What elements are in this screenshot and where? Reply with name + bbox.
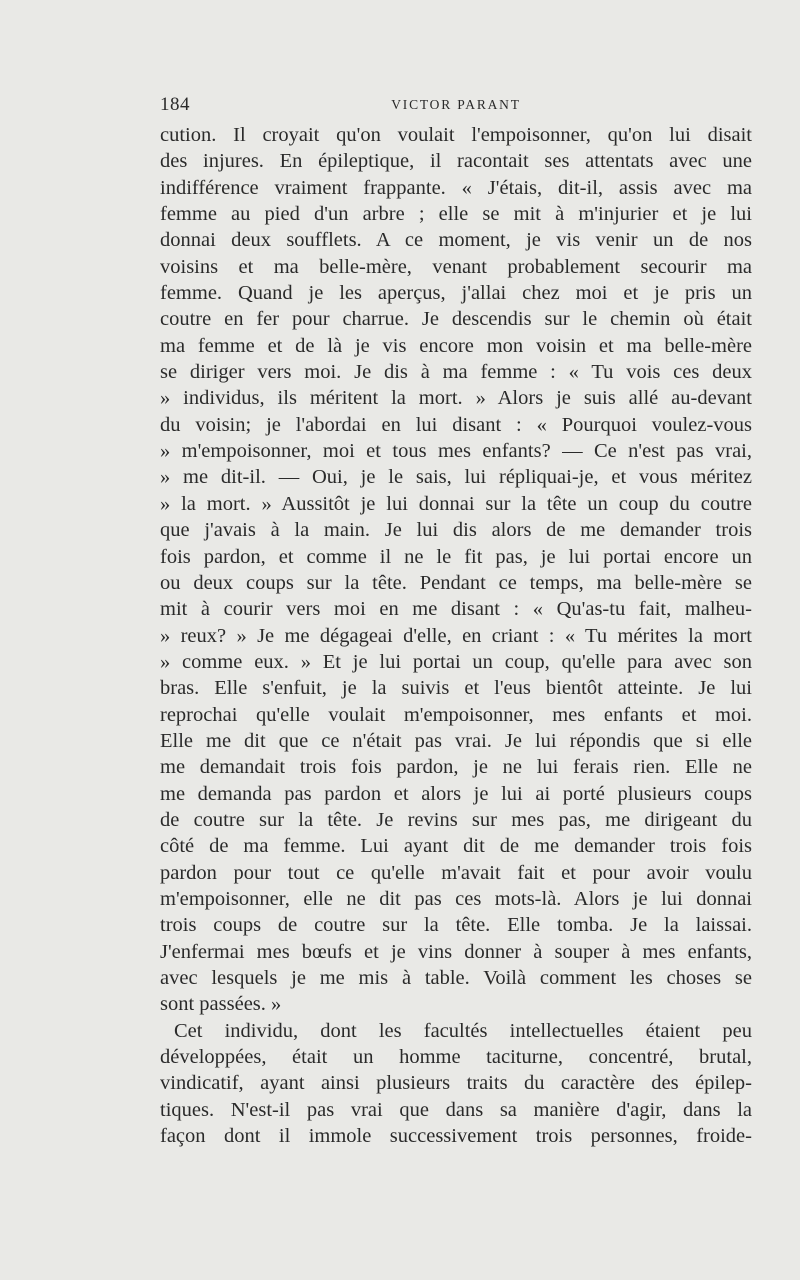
- text-line: avec lesquels je me mis à table. Voilà comment les choses se: [160, 967, 752, 989]
- text-line: des injures. En épileptique, il racontait ses attentats avec une: [160, 150, 752, 173]
- text-line: » la mort. » Aussitôt je lui donnai sur la tête un coup du coutre: [160, 492, 752, 515]
- text-line: femme. Quand je les aperçus, j'allai chez moi et je pris un: [160, 282, 752, 305]
- text-line: voisins et ma belle-mère, venant probablement secourir ma: [160, 255, 752, 278]
- page-header: [160, 94, 752, 120]
- text-line: de coutre sur la tête. Je revins sur mes pas, me dirigeant du: [160, 808, 752, 831]
- text-line: » reux? » Je me dégageai d'elle, en criant : « Tu mérites la mort: [160, 624, 752, 647]
- text-line: ou deux coups sur la tête. Pendant ce temps, ma belle-mère se: [160, 571, 752, 594]
- text-line: développées, était un homme taciturne, concentré, brutal,: [160, 1046, 752, 1069]
- text-line: trois coups de coutre sur la tête. Elle tomba. Je la laissai.: [160, 914, 752, 937]
- text-line: J'enfermai mes bœufs et je vins donner à souper à mes enfants,: [160, 940, 752, 963]
- page-number: 184: [160, 94, 190, 115]
- text-line: façon dont il immole successivement trois personnes, froide-: [160, 1125, 752, 1148]
- running-title: VICTOR PARANT: [391, 97, 521, 112]
- text-line: coutre en fer pour charrue. Je descendis sur le chemin où était: [160, 308, 752, 331]
- text-line: cution. Il croyait qu'on voulait l'empoisonner, qu'on lui disait: [160, 124, 752, 146]
- text-line: me demandait trois fois pardon, je ne lui ferais rien. Elle ne: [160, 756, 752, 779]
- text-line: pardon pour tout ce qu'elle m'avait fait et pour avoir voulu: [160, 861, 752, 884]
- text-line: donnai deux soufflets. A ce moment, je vis venir un de nos: [160, 229, 752, 252]
- text-line: » m'empoisonner, moi et tous mes enfants? — Ce n'est pas vrai,: [160, 440, 752, 463]
- body-text: [160, 122, 752, 1149]
- text-line: mit à courir vers moi en me disant : « Qu'as-tu fait, malheu-: [160, 598, 752, 621]
- text-line: » individus, ils méritent la mort. » Alors je suis allé au-devant: [160, 387, 752, 410]
- paragraph-end-line: sont passées. »: [160, 993, 282, 1016]
- text-line: » comme eux. » Et je lui portai un coup, qu'elle para avec son: [160, 650, 752, 673]
- text-line: m'empoisonner, elle ne dit pas ces mots-là. Alors je lui donnai: [160, 887, 752, 910]
- text-line: indifférence vraiment frappante. « J'étais, dit-il, assis avec ma: [160, 176, 752, 199]
- text-line: côté de ma femme. Lui ayant dit de me demander trois fois: [160, 835, 752, 858]
- text-line: ma femme et de là je vis encore mon voisin et ma belle-mère: [160, 334, 752, 357]
- text-line: que j'avais à la main. Je lui dis alors de me demander trois: [160, 519, 752, 542]
- text-line: femme au pied d'un arbre ; elle se mit à m'injurier et je lui: [160, 203, 752, 226]
- text-line: me demanda pas pardon et alors je lui ai porté plusieurs coups: [160, 782, 752, 805]
- text-line: se diriger vers moi. Je dis à ma femme : « Tu vois ces deux: [160, 361, 752, 384]
- text-line: fois pardon, et comme il ne le fit pas, je lui portai encore un: [160, 545, 752, 568]
- text-line: reprochai qu'elle voulait m'empoisonner, mes enfants et moi.: [160, 703, 752, 726]
- text-line: vindicatif, ayant ainsi plusieurs traits du caractère des épilep-: [160, 1072, 752, 1095]
- text-line: Elle me dit que ce n'était pas vrai. Je lui répondis que si elle: [160, 729, 752, 752]
- text-line: tiques. N'est-il pas vrai que dans sa manière d'agir, dans la: [160, 1098, 752, 1121]
- text-line: du voisin; je l'abordai en lui disant : « Pourquoi voulez-vous: [160, 413, 752, 436]
- text-line: » me dit-il. — Oui, je le sais, lui répliquai-je, et vous méritez: [160, 466, 752, 489]
- text-line: bras. Elle s'enfuit, je la suivis et l'eus bientôt atteinte. Je lui: [160, 677, 752, 700]
- paragraph-start-line: Cet individu, dont les facultés intellectuelles étaient peu: [174, 1019, 752, 1042]
